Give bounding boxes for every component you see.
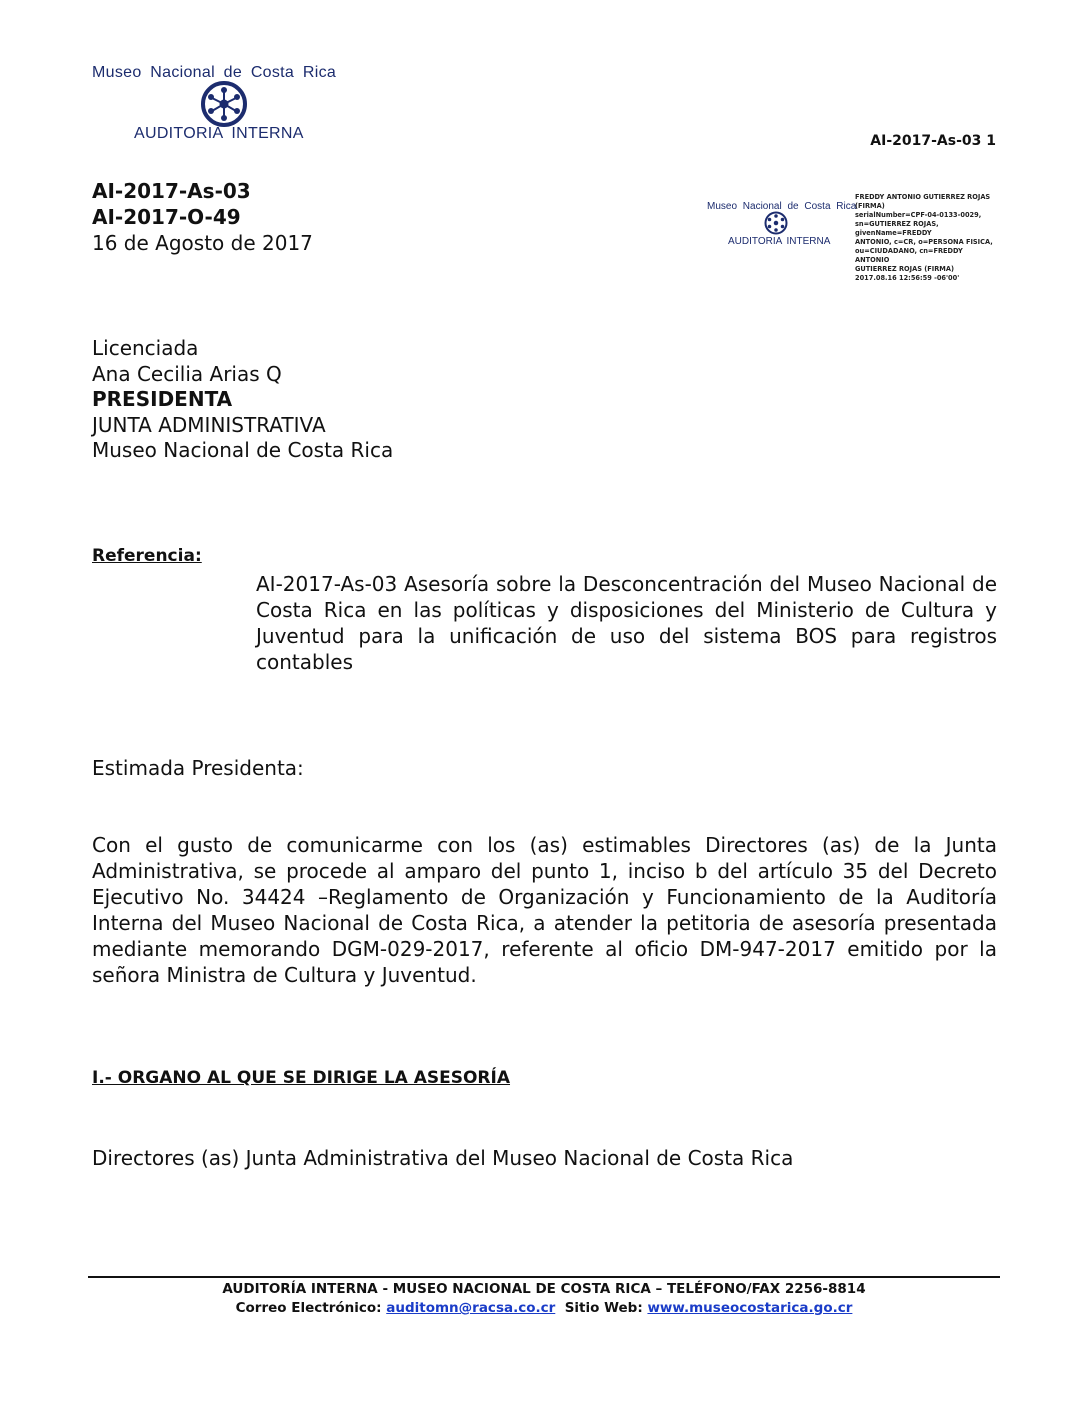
doc-date: 16 de Agosto de 2017 [92, 231, 313, 255]
page-reference: AI-2017-As-03 1 [870, 133, 996, 149]
doc-id-primary: AI-2017-As-03 [92, 179, 251, 203]
addressee-org: Museo Nacional de Costa Rica [92, 438, 394, 462]
footer-web-label: Sitio Web: [564, 1300, 643, 1316]
addressee-body: JUNTA ADMINISTRATIVA [92, 412, 326, 437]
signature-meta-line: FREDDY ANTONIO GUTIERREZ ROJAS (FIRMA) [855, 193, 991, 210]
addressee-block [92, 336, 393, 464]
museum-emblem-icon [200, 80, 248, 128]
header-institution-name: Museo Nacional de Costa Rica [92, 64, 337, 81]
footer-email-label: Correo Electrónico: [235, 1300, 382, 1316]
footer-links-line [0, 1300, 1088, 1316]
reference-label: Referencia: [92, 546, 202, 566]
signature-meta-line: GUTIERREZ ROJAS (FIRMA) [855, 265, 954, 273]
footer-divider [88, 1276, 1000, 1278]
doc-id-secondary: AI-2017-O-49 [92, 205, 241, 229]
signature-emblem-icon [764, 211, 788, 235]
body-paragraph: Con el gusto de comunicarme con los (as) estimables Directores (as) de la Junta Administrativa, se procede al amparo del punto 1, inciso b del artículo 35 del Decreto Ejecutivo No. 34424 –Reglamento de Organización y Funcionamiento de la Auditoría Interna del Museo Nacional de Costa Rica, a atender la petitoria de asesoría presentada mediante memorando DGM-029-2017, referente al oficio DM-947-2017 emitido por la señora Ministra de Cultura y Juventud. [92, 833, 997, 987]
section-text: Directores (as) Junta Administrativa del Museo Nacional de Costa Rica [92, 1146, 794, 1170]
greeting: Estimada Presidenta: [92, 756, 304, 780]
signature-institution-name: Museo Nacional de Costa Rica [707, 201, 857, 212]
section-title: I.- ORGANO AL QUE SE DIRIGE LA ASESORÍA [92, 1068, 511, 1088]
header-department-name: AUDITORIA INTERNA [134, 125, 304, 142]
signature-metadata [855, 193, 995, 283]
addressee-title: Licenciada [92, 336, 199, 360]
signature-meta-line: 2017.08.16 12:56:59 -06'00' [855, 274, 960, 282]
addressee-role: PRESIDENTA [92, 387, 233, 411]
footer-email-link[interactable]: auditomn@racsa.co.cr [386, 1300, 556, 1316]
footer-contact-line: AUDITORÍA INTERNA - MUSEO NACIONAL DE COSTA RICA – TELÉFONO/FAX 2256-8814 [222, 1281, 866, 1297]
addressee-name: Ana Cecilia Arias Q [92, 361, 282, 386]
reference-text: AI-2017-As-03 Asesoría sobre la Desconcentración del Museo Nacional de Costa Rica en las políticas y disposiciones del Ministerio de Cultura y Juventud para la unificación de uso del sistema BOS para registros contables [256, 572, 997, 674]
signature-meta-line: ou=CIUDADANO, cn=FREDDY ANTONIO [855, 247, 963, 264]
signature-meta-line: ANTONIO, c=CR, o=PERSONA FISICA, [855, 238, 993, 246]
signature-meta-line: serialNumber=CPF-04-0133-0029, [855, 211, 982, 219]
signature-meta-line: sn=GUTIERREZ ROJAS, givenName=FREDDY [855, 220, 939, 237]
document-identifiers [92, 178, 313, 256]
footer-web-link[interactable]: www.museocostarica.go.cr [647, 1300, 853, 1316]
signature-department-name: AUDITORIA INTERNA [728, 236, 831, 247]
